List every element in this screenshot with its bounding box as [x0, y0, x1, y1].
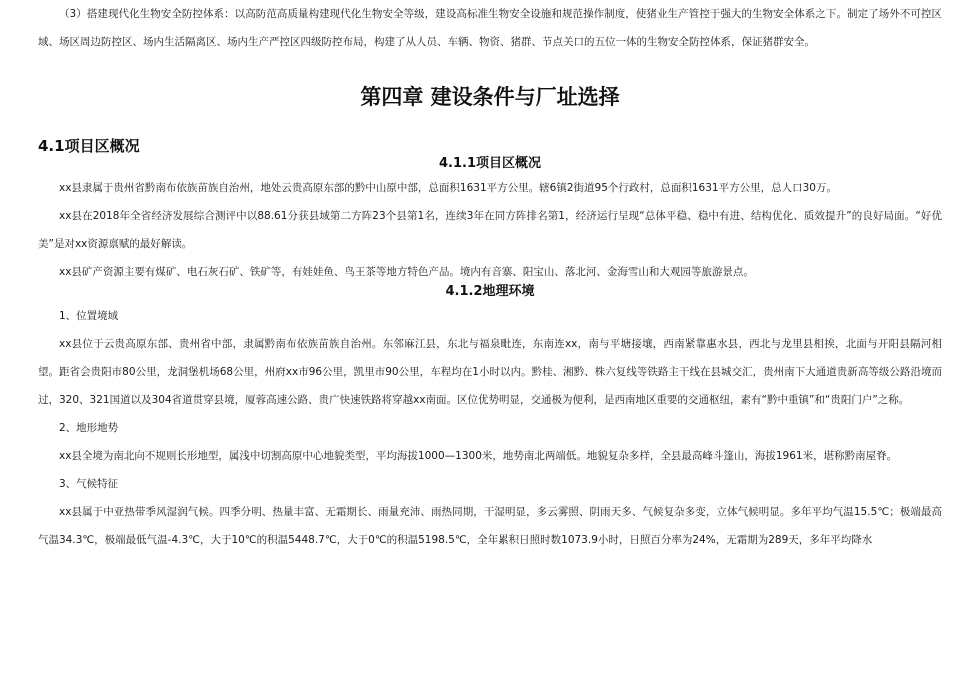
subsection-title-4-1-1: 4.1.1项目区概况 [438, 156, 541, 171]
section-title-4-1: 4.1项目区概况 [38, 137, 140, 155]
paragraph-terrain: xx县全境为南北向不规则长形地型，属浅中切割高原中心地貌类型，平均海拔1000—1300米，地势南北两端低。地貌复杂多样，全县最高峰斗篷山，海拔1961米，堪称黔南屋脊。 [59, 450, 898, 462]
item-label-climate: 3、气候特征 [59, 478, 119, 490]
intro-paragraph: （3）搭建现代化生物安全防控体系：以高防范高质量构建现代化生物安全等级，建设高标准生物安全设施和规范操作制度，使猪业生产管控于强大的生物安全体系之下。制定了场外不可控区域、场区周边防控区、场内生活隔离区、场内生产严控区四级防控布局，构建了从人员、车辆、物资、猪群、节点关口的五位一体的生物安全防控体系，保证猪群安全。 [38, 8, 942, 48]
item-label-location: 1、位置境域 [59, 310, 119, 322]
paragraph-climate: xx县属于中亚热带季风湿润气候。四季分明、热量丰富、无霜期长、雨量充沛、雨热同期，干湿明显，多云雾照、阴雨天多、气候复杂多变，立体气候明显。多年平均气温15.5℃；极端最高气温34.3℃，极端最低气温-4.3℃，大于10℃的积温5448.7℃，大于0℃的积温5198.5℃，全年累积日照时数1073.9小时，日照百分率为24%，无霜期为289天，多年平均降水 [38, 506, 942, 546]
paragraph-economy: xx县在2018年全省经济发展综合测评中以88.61分获县域第二方阵23个县第1名，连续3年在同方阵排名第1，经济运行呈现“总体平稳、稳中有进、结构优化、质效提升”的良好局面。“好优美”是对xx资源禀赋的最好解读。 [38, 210, 942, 250]
paragraph-resources: xx县矿产资源主要有煤矿、电石灰石矿、铁矿等，有娃娃鱼、鸟王茶等地方特色产品。境内有音寨、阳宝山、落北河、金海雪山和大观园等旅游景点。 [59, 266, 754, 278]
subsection-title-4-1-2: 4.1.2地理环境 [445, 284, 535, 299]
chapter-title: 第四章 建设条件与厂址选择 [360, 85, 620, 109]
paragraph-location: xx县位于云贵高原东部、贵州省中部，隶属黔南布依族苗族自治州。东邻麻江县，东北与福泉毗连，东南连xx，南与平塘接壤，西南紧靠惠水县，西北与龙里县相挨，北面与开阳县隔河相望。距省会贵阳市80公里，龙洞堡机场68公里，州府xx市96公里，凯里市90公里，车程均在1小时以内。黔桂、湘黔、株六复线等铁路主干线在县城交汇，贵州南下大通道贵新高等级公路沿境而过，320、321国道以及304省道贯穿县境，厦蓉高速公路、贵广快速铁路将穿越xx南面。区位优势明显，交通极为便利，是西南地区重要的交通枢纽，素有“黔中重镇”和“贵阳门户”之称。 [38, 338, 942, 406]
paragraph-county-overview: xx县隶属于贵州省黔南布依族苗族自治州，地处云贵高原东部的黔中山原中部，总面积1631平方公里。辖6镇2街道95个行政村，总面积1631平方公里，总人口30万。 [59, 182, 837, 194]
item-label-terrain: 2、地形地势 [59, 422, 119, 434]
